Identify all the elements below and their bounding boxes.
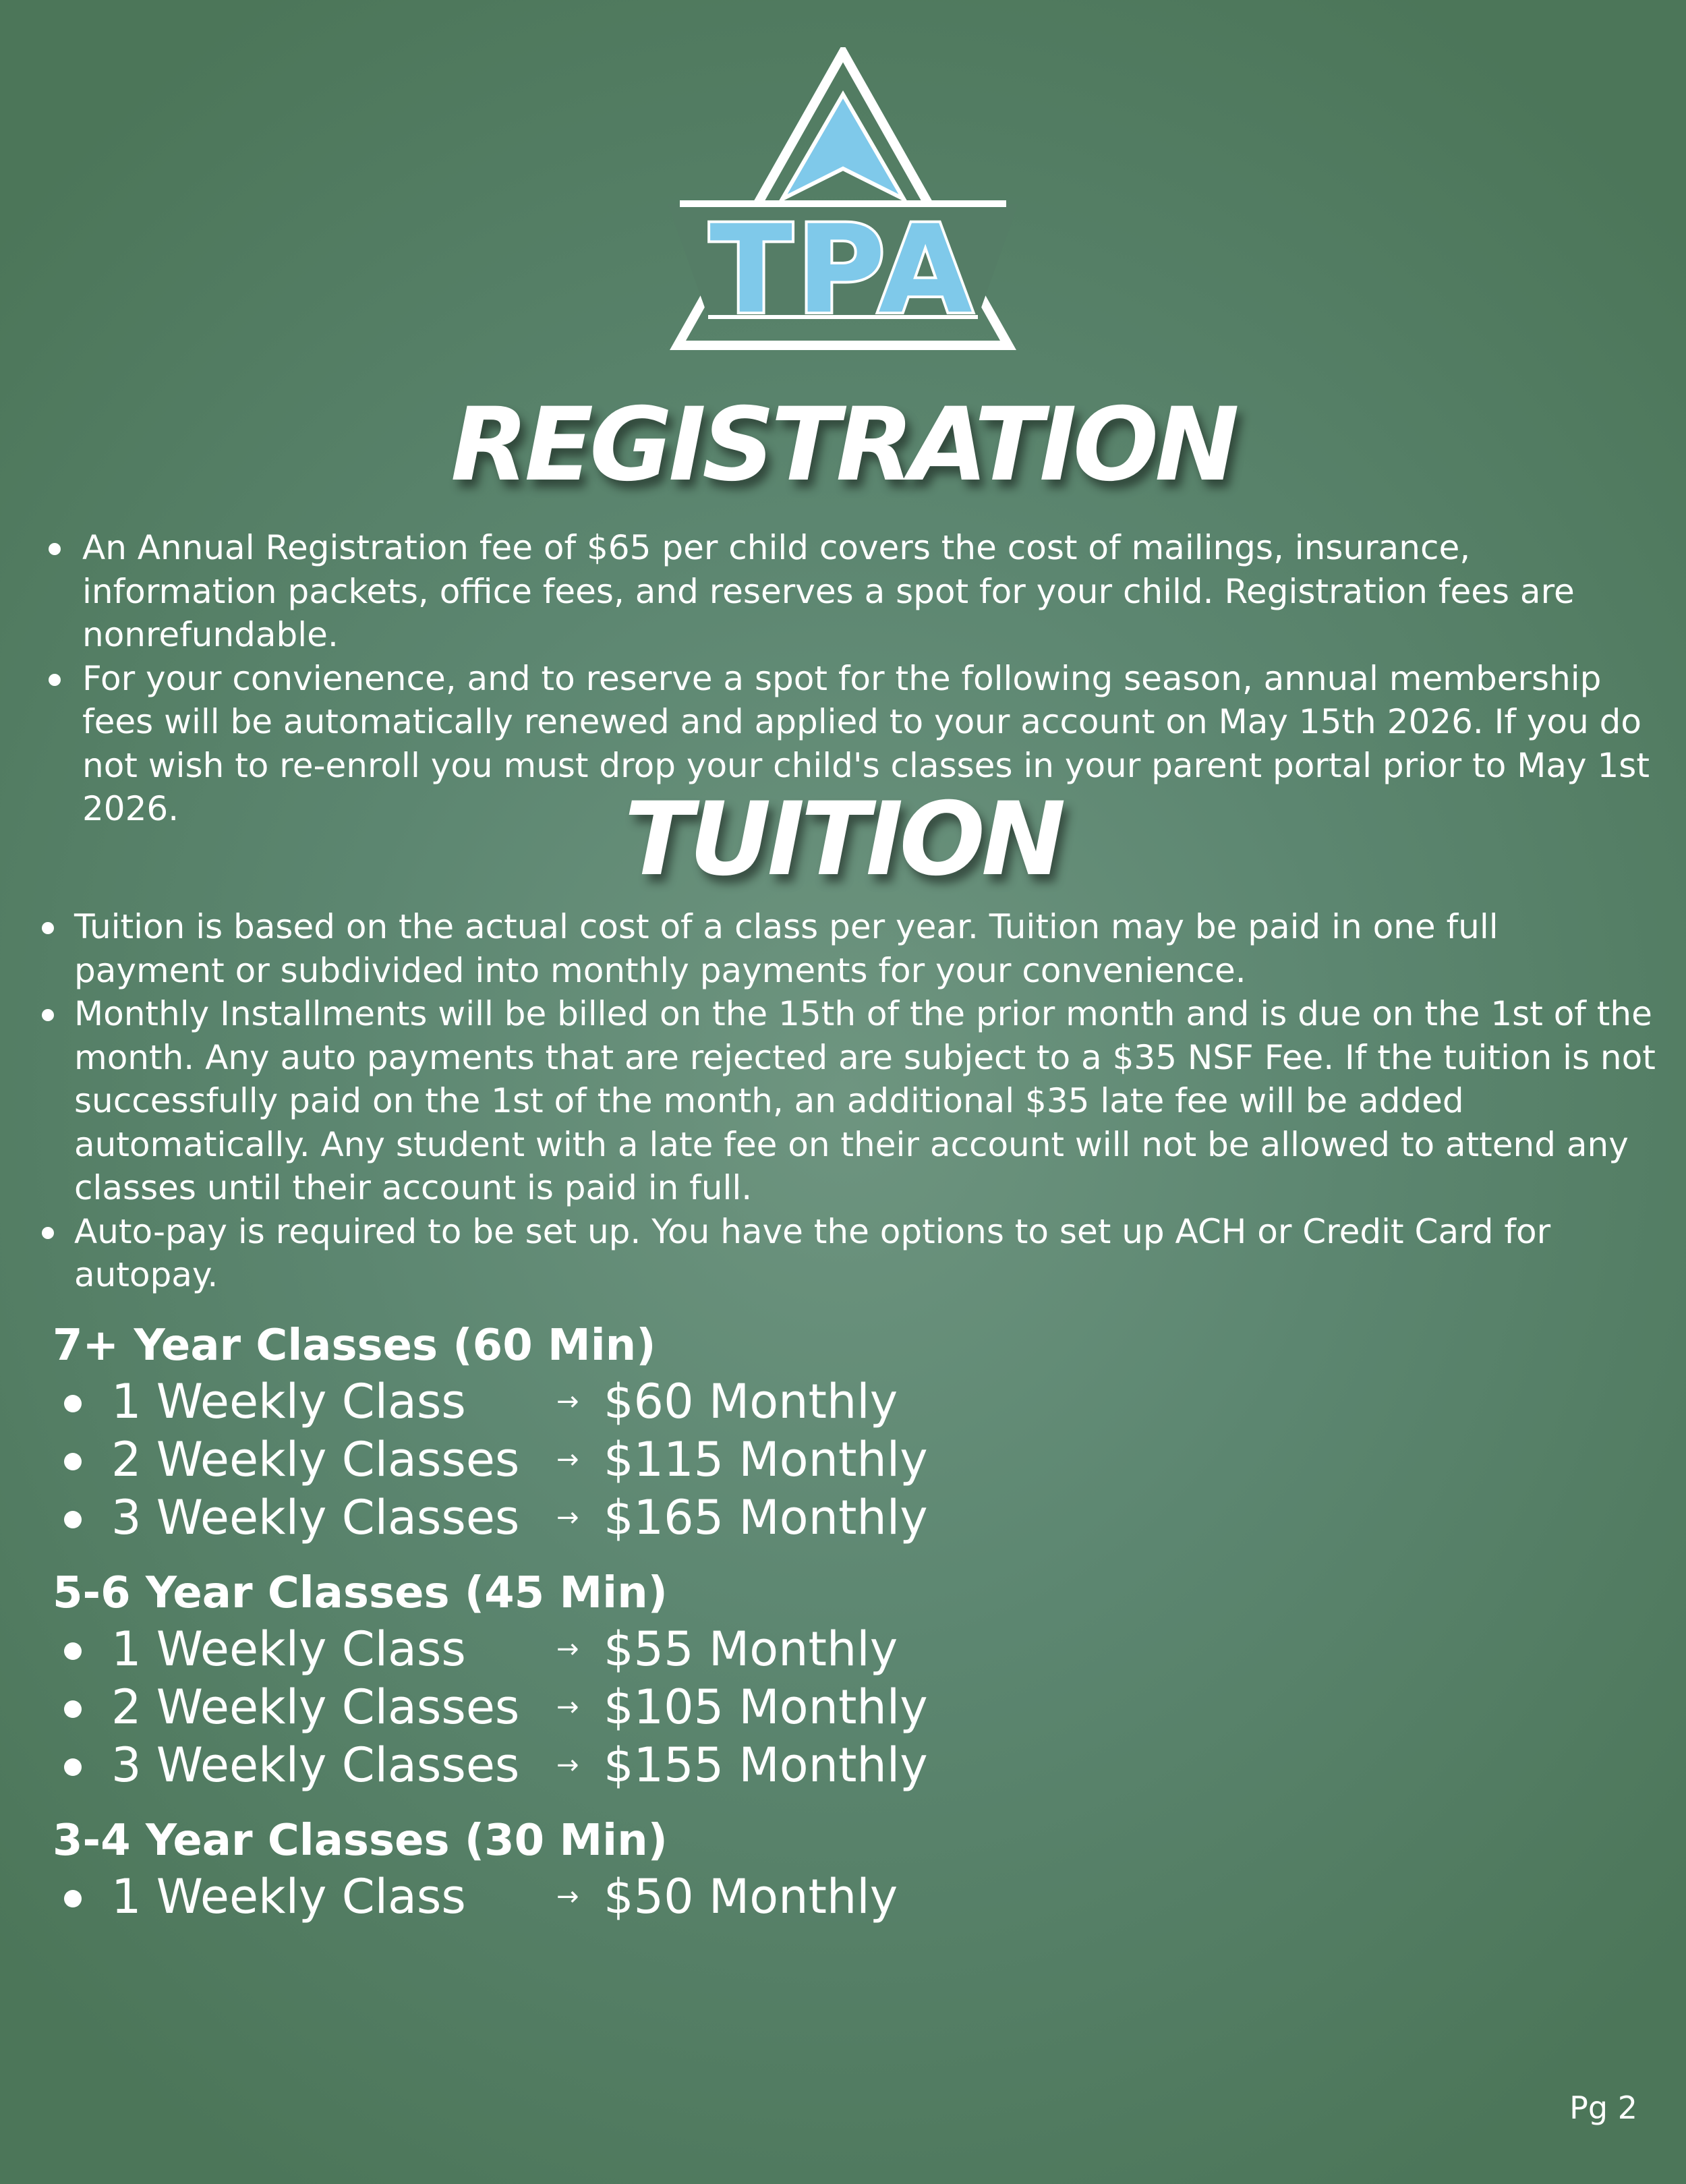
monthly-price: $105 Monthly xyxy=(604,1679,928,1735)
monthly-price: $155 Monthly xyxy=(604,1737,928,1793)
arrow-right-icon: → xyxy=(556,1386,579,1417)
class-count-label: 2 Weekly Classes xyxy=(111,1432,520,1487)
bullet-icon xyxy=(64,1395,82,1412)
list-item: Tuition is based on the actual cost of a class per year. Tuition may be paid in one full payment or subdivided into monthly payments for your convenience. xyxy=(74,905,1659,992)
monthly-price: $115 Monthly xyxy=(604,1432,928,1487)
bullet-icon xyxy=(42,1227,54,1239)
monthly-price: $165 Monthly xyxy=(604,1490,928,1545)
bullet-icon xyxy=(42,922,54,934)
price-row xyxy=(64,1489,1008,1547)
registration-heading: REGISTRATION xyxy=(450,386,1236,504)
tuition-heading: TUITION xyxy=(624,781,1062,898)
price-list xyxy=(64,1620,1008,1794)
bullet-icon xyxy=(64,1700,82,1718)
list-item: Monthly Installments will be billed on the 15th of the prior month and is due on the 1st of the month. Any auto payments that are rejected are subject to a $35 NSF Fee. If the tuition is not successfully paid on the 1st of the month, an additional $35 late fee will be added automatically. Any student with a late fee on their account will not be allowed to attend any classes until their account is paid in full. xyxy=(74,992,1659,1210)
bullet-icon xyxy=(64,1890,82,1907)
price-list xyxy=(64,1868,1008,1926)
price-row xyxy=(64,1736,1008,1794)
bullet-icon xyxy=(49,543,61,555)
class-group-title: 3-4 Year Classes (30 Min) xyxy=(53,1816,668,1866)
price-row xyxy=(64,1373,1008,1431)
list-item: Auto-pay is required to be set up. You have the options to set up ACH or Credit Card for autopay. xyxy=(74,1210,1659,1297)
tpa-logo xyxy=(668,47,1018,351)
monthly-price: $50 Monthly xyxy=(604,1869,898,1924)
class-group-title: 5-6 Year Classes (45 Min) xyxy=(53,1568,668,1618)
arrow-right-icon: → xyxy=(556,1750,579,1781)
bullet-icon xyxy=(42,1009,54,1021)
monthly-price: $55 Monthly xyxy=(604,1621,898,1677)
list-item: An Annual Registration fee of $65 per child covers the cost of mailings, insurance, information packets, office fees, and reserves a spot for your child. Registration fees are nonrefundable. xyxy=(82,526,1660,657)
monthly-price: $60 Monthly xyxy=(604,1374,898,1429)
class-count-label: 1 Weekly Class xyxy=(111,1869,466,1924)
price-row xyxy=(64,1678,1008,1736)
class-count-label: 2 Weekly Classes xyxy=(111,1679,520,1735)
arrow-right-icon: → xyxy=(556,1502,579,1533)
class-group-title: 7+ Year Classes (60 Min) xyxy=(53,1321,656,1371)
list-item: For your convienence, and to reserve a spot for the following season, annual membership fees will be automatically renewed and applied to your account on May 15th 2026. If you do not wish to re-enroll you must drop your child's classes in your parent portal prior to May 1st 2026. xyxy=(82,657,1660,831)
class-count-label: 1 Weekly Class xyxy=(111,1621,466,1677)
arrow-right-icon: → xyxy=(556,1881,579,1912)
arrow-right-icon: → xyxy=(556,1444,579,1475)
logo-text: TPA xyxy=(709,200,977,341)
arrow-right-icon: → xyxy=(556,1634,579,1665)
price-row xyxy=(64,1620,1008,1678)
bullet-icon xyxy=(64,1511,82,1528)
bullet-icon xyxy=(64,1642,82,1660)
bullet-icon xyxy=(64,1453,82,1470)
price-row xyxy=(64,1868,1008,1926)
price-row xyxy=(64,1431,1008,1489)
class-count-label: 3 Weekly Classes xyxy=(111,1737,520,1793)
page-number: Pg 2 xyxy=(1569,2090,1637,2126)
arrow-right-icon: → xyxy=(556,1692,579,1723)
bullet-icon xyxy=(64,1758,82,1776)
class-count-label: 3 Weekly Classes xyxy=(111,1490,520,1545)
price-list xyxy=(64,1373,1008,1547)
tuition-list xyxy=(74,905,1659,1297)
class-count-label: 1 Weekly Class xyxy=(111,1374,466,1429)
bullet-icon xyxy=(49,674,61,686)
